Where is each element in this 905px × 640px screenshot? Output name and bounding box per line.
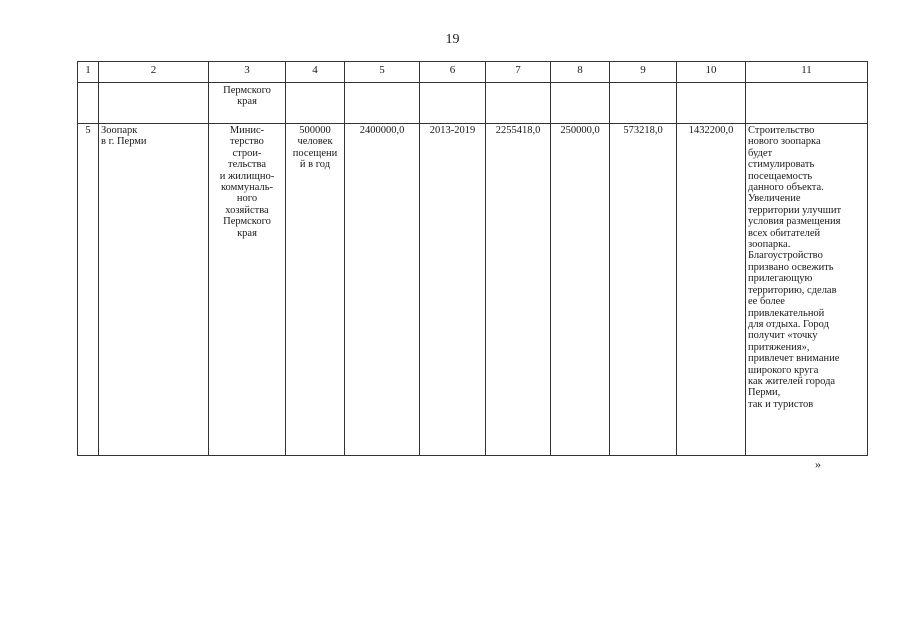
description-line: широкого круга [748,364,819,376]
description-line: привлекательной [748,307,825,319]
description-line: будет [748,147,773,159]
col9-value-cell: 573218,0 [610,124,677,456]
responsible-line: Минис- [229,125,265,136]
cont-cell-2 [99,83,209,124]
row-number: 5 [78,124,99,456]
responsible-line: коммуналь- [220,182,274,194]
cont-responsible-line: Пермского [223,85,271,96]
header-cell-6: 6 [420,62,486,83]
description-line: Благоустройство [748,250,823,262]
description-line: зоопарка. [748,239,791,251]
header-cell-11: 11 [746,62,868,83]
description-line: призвано освежить [748,261,834,273]
closing-quote: » [815,457,821,471]
cont-cell-11 [746,83,868,124]
program-table [77,61,868,456]
capacity-line: 500000 [299,125,331,136]
responsible-line: ного [236,193,258,205]
responsible-cell [209,124,286,456]
object-name-cell [99,124,209,456]
description-line: Строительство [748,125,815,136]
capacity-cell [286,124,345,456]
description-line: посещаемость [748,170,813,182]
description-line: стимулировать [748,159,815,171]
description-line: притяжения», [748,341,810,353]
description-line: так и туристов [748,398,814,410]
description-line: данного объекта. [748,182,824,194]
header-cell-5: 5 [345,62,420,83]
object-name-line: Зоопарк [101,125,138,136]
description-line: территории улучшит [748,204,842,216]
cont-cell-10 [677,83,746,124]
col10-value-cell: 1432200,0 [677,124,746,456]
col8-value-cell: 250000,0 [551,124,610,456]
cont-cell-1 [78,83,99,124]
table-row [78,124,868,456]
description-line: для отдыха. Город [748,318,829,330]
description-line: Перми, [748,387,781,399]
continuation-row [78,83,868,124]
description-line: нового зоопарка [748,136,821,148]
cont-cell-8 [551,83,610,124]
cont-cell-6 [420,83,486,124]
cont-cell-responsible [209,83,286,124]
period-cell: 2013-2019 [420,124,486,456]
header-cell-10: 10 [677,62,746,83]
cont-responsible-line: края [237,96,257,108]
responsible-line: строи- [232,147,262,159]
description-line: территорию, сделав [748,284,837,296]
responsible-line: края [237,227,257,239]
header-cell-3: 3 [209,62,286,83]
responsible-line: Пермского [223,216,271,228]
description-line: условия размещения [748,216,841,228]
header-cell-4: 4 [286,62,345,83]
header-cell-9: 9 [610,62,677,83]
description-line: всех обитателей [748,227,821,239]
header-cell-2: 2 [99,62,209,83]
header-cell-1: 1 [78,62,99,83]
cont-cell-4 [286,83,345,124]
header-row [78,62,868,83]
description-line: ее более [748,296,785,308]
description-line: как жителей города [748,375,836,387]
total-cost-cell: 2400000,0 [345,124,420,456]
capacity-line: посещени [292,147,338,159]
object-name-line: в г. Перми [101,136,147,148]
description-line: Увеличение [748,193,801,205]
col7-value-cell: 2255418,0 [486,124,551,456]
responsible-line: терство [230,136,264,148]
description-line: прилегающую [748,273,813,285]
header-cell-7: 7 [486,62,551,83]
capacity-line: й в год [299,159,331,171]
responsible-line: хозяйства [225,204,269,216]
page-number: 19 [445,32,460,47]
description-cell [746,124,868,456]
header-cell-8: 8 [551,62,610,83]
cont-cell-7 [486,83,551,124]
capacity-line: человек [297,136,333,148]
cont-cell-9 [610,83,677,124]
responsible-line: и жилищно- [219,170,275,182]
description-line: привлечет внимание [748,353,840,365]
description-line: получит «точку [748,330,818,342]
cont-cell-5 [345,83,420,124]
responsible-line: тельства [227,159,266,171]
